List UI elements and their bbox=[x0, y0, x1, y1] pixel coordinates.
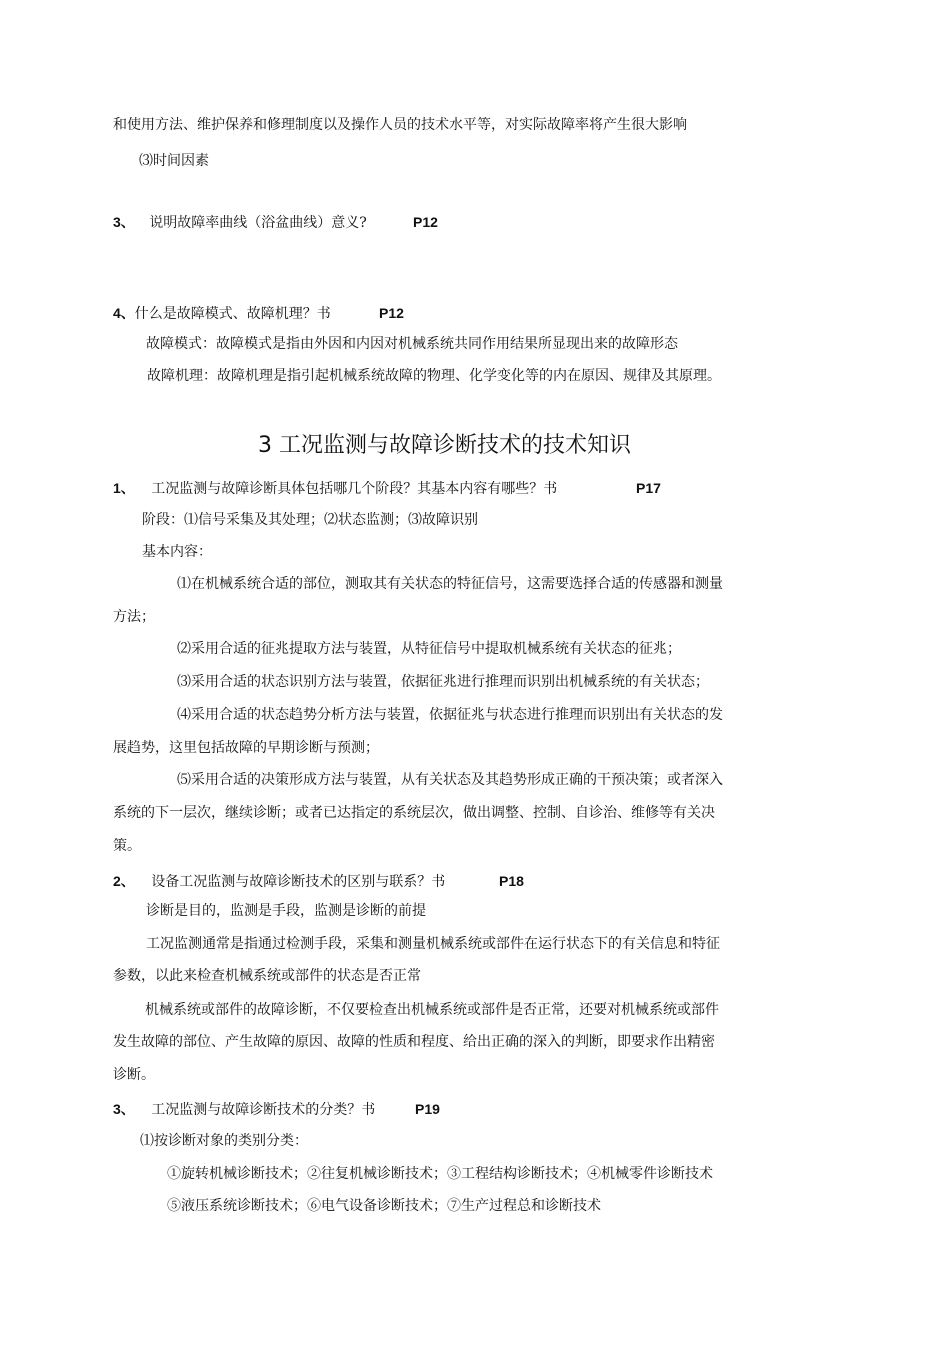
text-line: ⑵采用合适的征兆提取方法与装置，从特征信号中提取机械系统有关状态的征兆； bbox=[177, 641, 681, 657]
question-4-prev bbox=[113, 303, 331, 324]
text-line: ⑷采用合适的状态趋势分析方法与装置，依据征兆与状态进行推理而识别出有关状态的发 bbox=[177, 707, 723, 723]
text-line: 诊断是目的，监测是手段，监测是诊断的前提 bbox=[146, 903, 426, 919]
question-3 bbox=[113, 1099, 375, 1120]
text-line: ①旋转机械诊断技术；②往复机械诊断技术；③工程结构诊断技术；④机械零件诊断技术 bbox=[167, 1166, 713, 1182]
page-reference: P12 bbox=[413, 214, 438, 230]
page-reference: P17 bbox=[636, 480, 661, 496]
page-reference: P19 bbox=[415, 1101, 440, 1117]
page-reference: P12 bbox=[379, 305, 404, 321]
question-number: 1、 bbox=[113, 480, 135, 496]
text-line: 诊断。 bbox=[113, 1067, 155, 1083]
question-text: 工况监测与故障诊断具体包括哪几个阶段？其基本内容有哪些？书 bbox=[151, 481, 558, 497]
page-reference: P18 bbox=[499, 873, 524, 889]
section-title: 3 工况监测与故障诊断技术的技术知识 bbox=[258, 433, 631, 458]
text-line: 展趋势，这里包括故障的早期诊断与预测； bbox=[113, 740, 379, 756]
question-number: 2、 bbox=[113, 873, 135, 889]
question-number: 4、 bbox=[113, 305, 135, 321]
text-line: 参数，以此来检查机械系统或部件的状态是否正常 bbox=[113, 968, 421, 984]
text-line: ⑴按诊断对象的类别分类： bbox=[140, 1133, 308, 1149]
text-line: 工况监测通常是指通过检测手段，采集和测量机械系统或部件在运行状态下的有关信息和特征 bbox=[146, 936, 720, 952]
question-1 bbox=[113, 478, 557, 499]
text-line: 方法； bbox=[113, 609, 155, 625]
question-number: 3、 bbox=[113, 1101, 135, 1117]
text-line: ⑶采用合适的状态识别方法与装置，依据征兆进行推理而识别出机械系统的有关状态； bbox=[177, 674, 709, 690]
text-line: ⑶时间因素 bbox=[139, 153, 209, 169]
text-line: 阶段：⑴信号采集及其处理；⑵状态监测；⑶故障识别 bbox=[142, 512, 478, 528]
question-text: 工况监测与故障诊断技术的分类？书 bbox=[151, 1102, 376, 1118]
text-line: 故障模式：故障模式是指由外因和内因对机械系统共同作用结果所显现出来的故障形态 bbox=[146, 336, 678, 352]
text-line: 策。 bbox=[113, 838, 141, 854]
text-line: ⑤液压系统诊断技术；⑥电气设备诊断技术；⑦生产过程总和诊断技术 bbox=[167, 1198, 601, 1214]
text-line: 和使用方法、维护保养和修理制度以及操作人员的技术水平等，对实际故障率将产生很大影响 bbox=[113, 117, 687, 133]
text-line: 系统的下一层次，继续诊断；或者已达指定的系统层次，做出调整、控制、自诊治、维修等有关决 bbox=[113, 805, 715, 821]
question-2 bbox=[113, 871, 445, 892]
question-3-prev bbox=[113, 212, 367, 233]
text-line: ⑸采用合适的决策形成方法与装置，从有关状态及其趋势形成正确的干预决策；或者深入 bbox=[177, 772, 723, 788]
text-line: 发生故障的部位、产生故障的原因、故障的性质和程度、给出正确的深入的判断，即要求作出精密 bbox=[113, 1034, 715, 1050]
text-line: 机械系统或部件的故障诊断，不仅要检查出机械系统或部件是否正常，还要对机械系统或部件 bbox=[145, 1002, 719, 1018]
text-line: ⑴在机械系统合适的部位，测取其有关状态的特征信号，这需要选择合适的传感器和测量 bbox=[177, 576, 723, 592]
question-text: 设备工况监测与故障诊断技术的区别与联系？书 bbox=[151, 874, 446, 890]
question-text: 什么是故障模式、故障机理？书 bbox=[134, 306, 331, 322]
question-number: 3、 bbox=[113, 214, 135, 230]
text-line: 基本内容： bbox=[142, 544, 212, 560]
text-line: 故障机理：故障机理是指引起机械系统故障的物理、化学变化等的内在原因、规律及其原理。 bbox=[147, 368, 721, 384]
question-text: 说明故障率曲线（浴盆曲线）意义? bbox=[149, 215, 367, 231]
